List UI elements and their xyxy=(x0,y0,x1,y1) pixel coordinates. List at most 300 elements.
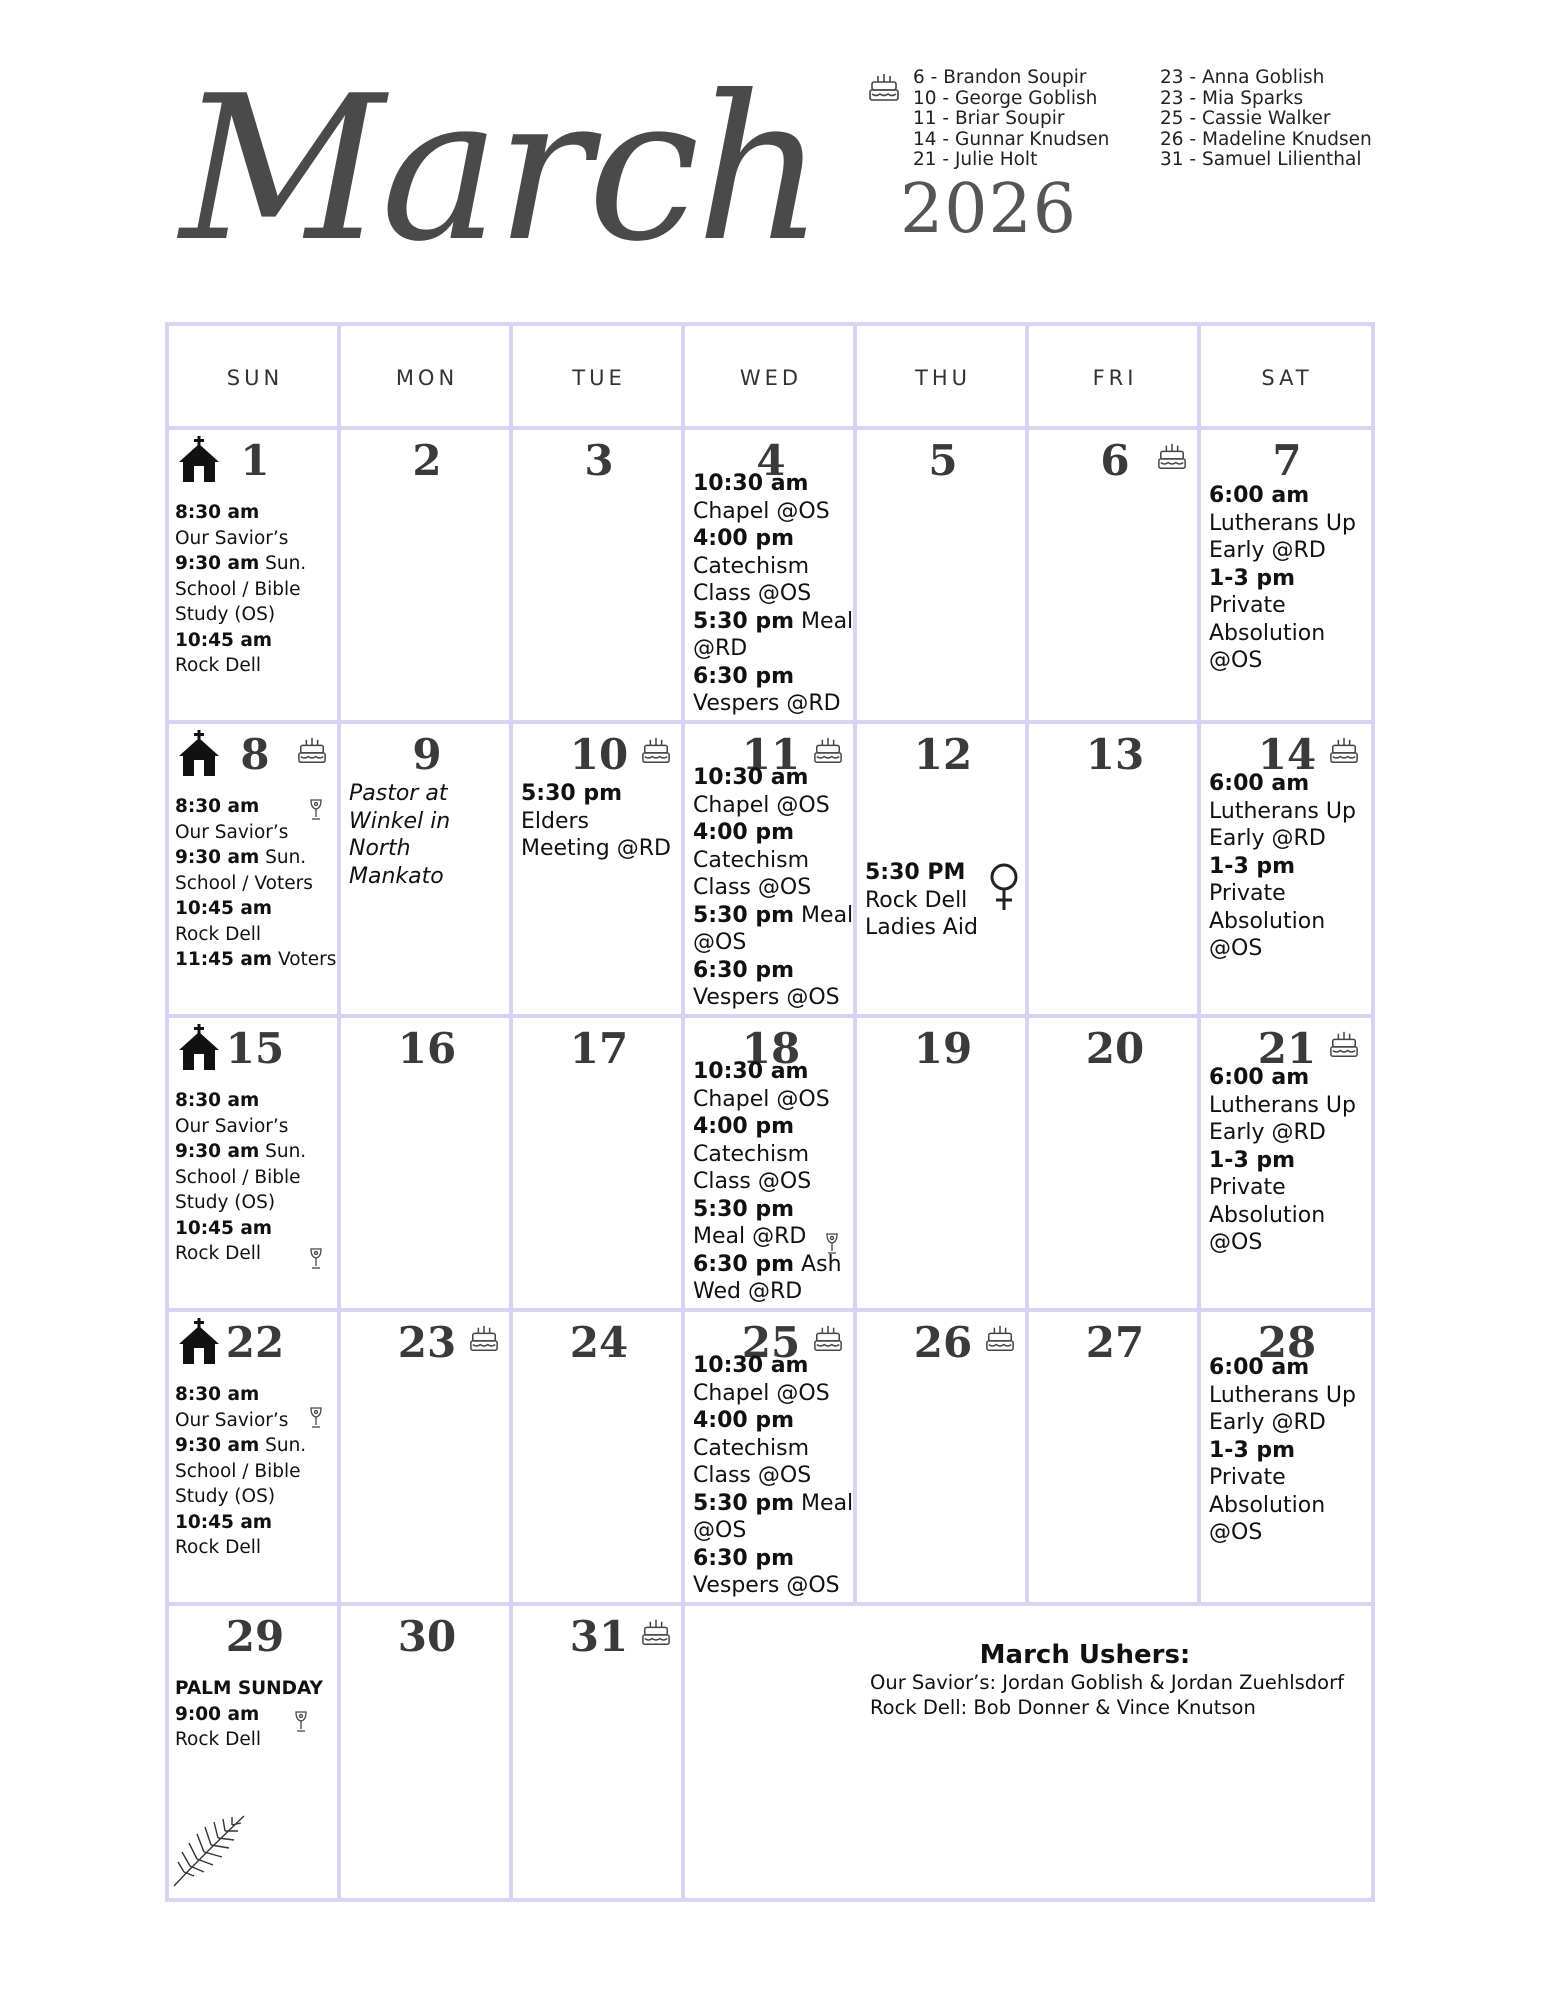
event-line xyxy=(175,1241,337,1267)
event-text: Elders xyxy=(521,808,590,834)
event-line xyxy=(1209,510,1369,538)
event-line xyxy=(175,1382,337,1408)
day-cell-6 xyxy=(1029,430,1201,722)
event-line xyxy=(693,525,853,553)
ushers-section xyxy=(700,1640,1370,1720)
event-text: School / Bible xyxy=(175,1460,301,1482)
event-line xyxy=(693,929,853,957)
event-text: Our Savior’s xyxy=(175,527,289,549)
event-text: Rock Dell xyxy=(865,887,968,913)
birthday-entry: 26 - Madeline Knudsen xyxy=(1160,128,1372,150)
event-line xyxy=(693,1223,853,1251)
day-cell-1 xyxy=(169,430,341,722)
event-text: Study (OS) xyxy=(175,604,276,625)
event-text: Study (OS) xyxy=(175,1192,276,1213)
event-time: 5:30 pm xyxy=(693,1196,795,1222)
palm-leaf-icon xyxy=(170,1810,250,1890)
event-text: Absolution xyxy=(1209,908,1326,934)
event-text: Early @RD xyxy=(1209,1120,1326,1145)
event-time: 10:45 am xyxy=(175,898,273,919)
event-text: Our Savior’s xyxy=(175,821,289,843)
birthday-cake-icon xyxy=(641,734,671,770)
event-text: Class @OS xyxy=(693,1169,812,1194)
event-text: Catechism xyxy=(693,1435,810,1461)
event-time: 6:30 pm xyxy=(693,1251,795,1277)
event-text: @OS xyxy=(1209,648,1263,673)
day-number: 21 xyxy=(1257,1024,1317,1073)
event-line xyxy=(693,553,853,581)
event-time: 9:30 am xyxy=(175,847,260,868)
event-text: Vespers @OS xyxy=(693,1573,840,1598)
event-time: 4:00 pm xyxy=(693,1408,795,1433)
event-line xyxy=(175,1139,337,1165)
event-line xyxy=(693,1278,853,1306)
event-line xyxy=(175,1727,337,1753)
event-time: 4:00 pm xyxy=(693,1114,795,1139)
event-text: Class @OS xyxy=(693,581,812,606)
event-line xyxy=(175,1433,337,1459)
event-line xyxy=(175,1510,337,1536)
church-icon xyxy=(177,1318,221,1368)
event-time: 11:45 am xyxy=(175,949,273,970)
event-text: School / Bible xyxy=(175,578,301,600)
event-line xyxy=(1209,1382,1369,1410)
church-icon xyxy=(177,1024,221,1074)
event-line xyxy=(1209,1519,1369,1547)
event-time: 9:30 am xyxy=(175,553,260,574)
day-number: 30 xyxy=(397,1612,457,1661)
event-line xyxy=(1209,620,1369,648)
event-line xyxy=(693,470,853,498)
event-line xyxy=(1209,798,1369,826)
event-text: School / Voters xyxy=(175,872,313,894)
event-text: Sun. xyxy=(259,553,307,574)
event-line xyxy=(693,608,853,636)
event-text: Meal @RD xyxy=(693,1224,807,1249)
day-number: 27 xyxy=(1085,1318,1145,1367)
event-line xyxy=(693,902,853,930)
event-line xyxy=(1209,1437,1369,1465)
event-line xyxy=(693,1113,853,1141)
day-events xyxy=(175,1088,337,1267)
event-time: 4:00 pm xyxy=(693,820,795,845)
dow-sun: SUN xyxy=(226,366,284,390)
event-text: @RD xyxy=(693,636,748,661)
event-line xyxy=(693,1490,853,1518)
day-cell-3 xyxy=(513,430,685,722)
event-text: Our Savior’s xyxy=(175,1115,289,1137)
ushers-our-savior: Our Savior’s: Jordan Goblish & Jordan Zuehlsdorf xyxy=(870,1671,1344,1694)
event-line xyxy=(1209,1064,1369,1092)
event-text: Early @RD xyxy=(1209,538,1326,563)
event-text: Our Savior’s xyxy=(175,1409,289,1431)
event-time: 6:30 pm xyxy=(693,957,795,983)
event-time: 9:30 am xyxy=(175,1141,260,1162)
event-line xyxy=(175,820,337,846)
event-line xyxy=(175,1088,337,1114)
day-events xyxy=(521,780,681,863)
event-time: 8:30 am xyxy=(175,1384,260,1405)
event-text: @OS xyxy=(1209,936,1263,961)
event-line xyxy=(693,1572,853,1600)
day-number: 25 xyxy=(741,1318,801,1367)
event-line xyxy=(693,1196,853,1224)
birthday-cake-icon xyxy=(985,1322,1015,1358)
event-text: Mankato xyxy=(349,863,444,889)
event-line xyxy=(175,1190,337,1216)
event-line xyxy=(693,1407,853,1435)
event-text: Study (OS) xyxy=(175,1486,276,1507)
birthday-cake-icon xyxy=(1157,440,1187,476)
day-number: 10 xyxy=(569,730,629,779)
event-text: Rock Dell xyxy=(175,655,262,676)
event-line xyxy=(693,1380,853,1408)
event-line xyxy=(521,780,681,808)
event-line xyxy=(1209,1092,1369,1120)
event-line xyxy=(175,653,337,679)
day-number: 4 xyxy=(756,436,786,485)
day-cell-7 xyxy=(1201,430,1373,722)
day-cell-9 xyxy=(341,724,513,1016)
event-time: 10:45 am xyxy=(175,1217,273,1239)
event-line xyxy=(693,580,853,608)
event-text: Chapel @OS xyxy=(693,1380,830,1406)
day-number: 2 xyxy=(412,436,442,485)
event-time: 9:00 am xyxy=(175,1703,260,1725)
day-cell-15 xyxy=(169,1018,341,1310)
event-line xyxy=(1209,1174,1369,1202)
birthday-entry: 14 - Gunnar Knudsen xyxy=(913,128,1110,150)
event-text: Meal xyxy=(794,1490,854,1516)
female-symbol-icon xyxy=(987,862,1021,916)
event-text: Lutherans Up xyxy=(1209,510,1356,536)
event-text: Rock Dell xyxy=(175,923,262,945)
event-time: 10:30 am xyxy=(693,765,809,790)
event-line xyxy=(175,871,337,897)
event-line xyxy=(1209,592,1369,620)
day-cell-5 xyxy=(857,430,1029,722)
dow-tue: TUE xyxy=(572,366,626,390)
event-text: @OS xyxy=(1209,1520,1263,1545)
birthday-cake-icon xyxy=(641,1616,671,1652)
day-events xyxy=(175,500,337,679)
event-text: School / Bible xyxy=(175,1166,301,1188)
dow-mon: MON xyxy=(395,366,459,390)
event-line xyxy=(693,957,853,985)
day-number: 7 xyxy=(1272,436,1302,485)
birthday-cake-icon xyxy=(297,734,327,770)
day-number: 16 xyxy=(397,1024,457,1073)
day-number: 5 xyxy=(928,436,958,485)
event-line xyxy=(1209,880,1369,908)
day-cell-30 xyxy=(341,1606,513,1898)
event-line xyxy=(1209,935,1369,963)
event-text: Lutherans Up xyxy=(1209,1382,1356,1408)
event-text: Sun. xyxy=(259,1141,307,1162)
event-time: 1-3 pm xyxy=(1209,565,1296,591)
event-text: Rock Dell xyxy=(175,1537,262,1558)
event-line xyxy=(693,1462,853,1490)
event-time: PALM SUNDAY xyxy=(175,1678,323,1699)
birthday-entry: 23 - Anna Goblish xyxy=(1160,67,1325,88)
event-text: Early @RD xyxy=(1209,826,1326,851)
day-number: 19 xyxy=(913,1024,973,1073)
event-text: @OS xyxy=(693,1518,747,1543)
birthday-cake-icon xyxy=(868,70,900,104)
day-events xyxy=(693,1352,853,1600)
event-line xyxy=(1209,537,1369,565)
birthday-entry: 31 - Samuel Lilienthal xyxy=(1160,149,1362,170)
day-number: 12 xyxy=(913,730,973,779)
event-line xyxy=(1209,1409,1369,1437)
event-text: Private xyxy=(1209,881,1286,906)
event-time: 5:30 PM xyxy=(865,860,966,885)
day-number: 18 xyxy=(741,1024,801,1073)
day-cell-26 xyxy=(857,1312,1029,1604)
event-time: 1-3 pm xyxy=(1209,1437,1296,1463)
day-events xyxy=(1209,1354,1369,1547)
event-text: Rock Dell xyxy=(175,1729,262,1750)
event-time: 6:00 am xyxy=(1209,771,1310,796)
event-time: 6:00 am xyxy=(1209,1065,1310,1090)
event-time: 5:30 pm xyxy=(521,781,623,806)
event-line xyxy=(175,1535,337,1561)
event-line xyxy=(175,845,337,871)
day-number: 11 xyxy=(741,730,801,779)
day-number: 9 xyxy=(412,730,442,779)
day-cell-2 xyxy=(341,430,513,722)
event-time: 6:30 pm xyxy=(693,663,795,689)
event-line xyxy=(693,1435,853,1463)
event-line xyxy=(175,526,337,552)
event-line xyxy=(693,984,853,1012)
event-line xyxy=(1209,565,1369,593)
year-title: 2026 xyxy=(900,170,1078,249)
event-text: Absolution xyxy=(1209,620,1326,646)
day-cell-18 xyxy=(685,1018,857,1310)
event-text: Chapel @OS xyxy=(693,498,830,524)
day-cell-8 xyxy=(169,724,341,1016)
event-line xyxy=(175,1114,337,1140)
event-line xyxy=(1209,1464,1369,1492)
event-text: @OS xyxy=(1209,1230,1263,1255)
event-text: Meal xyxy=(794,902,854,928)
event-text: Winkel in xyxy=(349,808,451,834)
event-text: Private xyxy=(1209,1175,1286,1200)
day-events xyxy=(175,794,337,973)
event-line xyxy=(175,947,337,973)
event-line xyxy=(693,1517,853,1545)
birthday-list-right xyxy=(1160,68,1372,171)
event-time: 8:30 am xyxy=(175,502,260,523)
event-line xyxy=(521,808,681,836)
event-line xyxy=(693,1352,853,1380)
dow-fri: FRI xyxy=(1092,366,1138,390)
day-cell-19 xyxy=(857,1018,1029,1310)
event-line xyxy=(1209,853,1369,881)
event-text: Ash xyxy=(794,1251,842,1277)
day-cell-21 xyxy=(1201,1018,1373,1310)
event-line xyxy=(175,1216,337,1242)
ushers-rock-dell: Rock Dell: Bob Donner & Vince Knutson xyxy=(870,1696,1256,1719)
month-title: March xyxy=(180,53,821,286)
day-cell-23 xyxy=(341,1312,513,1604)
event-line xyxy=(175,628,337,654)
event-line xyxy=(1209,908,1369,936)
event-line xyxy=(1209,770,1369,798)
dow-wed: WED xyxy=(739,366,803,390)
event-text: Pastor at xyxy=(349,781,448,806)
event-line xyxy=(1209,1119,1369,1147)
event-text: Absolution xyxy=(1209,1202,1326,1228)
day-number: 1 xyxy=(240,436,270,485)
event-time: 10:45 am xyxy=(175,629,273,651)
event-line xyxy=(693,498,853,526)
event-text: Class @OS xyxy=(693,875,812,900)
event-text: @OS xyxy=(693,930,747,955)
day-cell-24 xyxy=(513,1312,685,1604)
event-time: 10:45 am xyxy=(175,1511,273,1533)
day-number: 29 xyxy=(225,1612,285,1661)
event-text: North xyxy=(349,836,411,861)
event-time: 10:30 am xyxy=(693,471,809,496)
event-time: 6:00 am xyxy=(1209,1355,1310,1380)
event-text: Rock Dell xyxy=(175,1243,262,1264)
day-events xyxy=(175,1676,337,1753)
event-line xyxy=(693,1168,853,1196)
day-number: 6 xyxy=(1100,436,1130,485)
event-line xyxy=(1209,1147,1369,1175)
event-text: Private xyxy=(1209,593,1286,618)
event-text: Lutherans Up xyxy=(1209,1092,1356,1118)
day-number: 22 xyxy=(225,1318,285,1367)
event-line xyxy=(693,663,853,691)
day-number: 31 xyxy=(569,1612,629,1661)
day-cell-20 xyxy=(1029,1018,1201,1310)
event-time: 5:30 pm xyxy=(693,608,795,634)
event-line xyxy=(175,896,337,922)
event-text: Class @OS xyxy=(693,1463,812,1488)
day-cell-25 xyxy=(685,1312,857,1604)
event-line xyxy=(175,1165,337,1191)
day-number: 26 xyxy=(913,1318,973,1367)
day-events xyxy=(693,470,853,718)
day-number: 17 xyxy=(569,1024,629,1073)
birthday-entry: 23 - Mia Sparks xyxy=(1160,87,1304,109)
event-time: 4:00 pm xyxy=(693,526,795,551)
church-icon xyxy=(177,730,221,780)
event-line xyxy=(693,874,853,902)
event-line xyxy=(175,551,337,577)
event-text: Meeting @RD xyxy=(521,836,671,861)
event-line xyxy=(693,1058,853,1086)
day-events xyxy=(693,1058,853,1306)
day-cell-11 xyxy=(685,724,857,1016)
event-text: Catechism xyxy=(693,553,810,579)
event-line xyxy=(693,819,853,847)
dow-sat: SAT xyxy=(1261,366,1313,390)
event-line xyxy=(693,792,853,820)
day-number: 3 xyxy=(584,436,614,485)
day-cell-13 xyxy=(1029,724,1201,1016)
event-line xyxy=(175,922,337,948)
event-line xyxy=(693,1141,853,1169)
event-text: Catechism xyxy=(693,847,810,873)
day-number: 24 xyxy=(569,1318,629,1367)
day-number: 23 xyxy=(397,1318,457,1367)
event-time: 10:30 am xyxy=(693,1353,809,1378)
day-cell-28 xyxy=(1201,1312,1373,1604)
event-text: Sun. xyxy=(259,847,307,868)
event-time: 1-3 pm xyxy=(1209,1147,1296,1173)
event-text: Ladies Aid xyxy=(865,915,978,940)
event-time: 5:30 pm xyxy=(693,902,795,928)
birthday-cake-icon xyxy=(1329,1028,1359,1064)
event-line xyxy=(693,847,853,875)
event-text: Catechism xyxy=(693,1141,810,1167)
event-time: 10:30 am xyxy=(693,1059,809,1084)
event-time: 6:30 pm xyxy=(693,1545,795,1571)
event-line xyxy=(175,1676,337,1702)
event-line xyxy=(1209,825,1369,853)
dow-thu: THU xyxy=(915,366,971,390)
event-line xyxy=(693,1086,853,1114)
birthday-entry: 6 - Brandon Soupir xyxy=(913,67,1087,88)
birthday-entry: 25 - Cassie Walker xyxy=(1160,108,1331,129)
event-line xyxy=(175,500,337,526)
day-number: 13 xyxy=(1085,730,1145,779)
event-text: Absolution xyxy=(1209,1492,1326,1518)
event-line xyxy=(521,835,681,863)
event-text: Vespers @OS xyxy=(693,985,840,1010)
event-text: Early @RD xyxy=(1209,1410,1326,1435)
event-line xyxy=(175,794,337,820)
event-line xyxy=(1209,1354,1369,1382)
day-number: 20 xyxy=(1085,1024,1145,1073)
day-cell-4 xyxy=(685,430,857,722)
day-cell-14 xyxy=(1201,724,1373,1016)
event-line xyxy=(693,635,853,663)
day-cell-31 xyxy=(513,1606,685,1898)
event-text: Chapel @OS xyxy=(693,792,830,818)
day-events xyxy=(1209,482,1369,675)
event-line xyxy=(865,914,1025,942)
day-cell-10 xyxy=(513,724,685,1016)
event-time: 9:30 am xyxy=(175,1435,260,1456)
event-time: 1-3 pm xyxy=(1209,853,1296,879)
event-text: Private xyxy=(1209,1465,1286,1490)
day-cell-22 xyxy=(169,1312,341,1604)
birthday-list-left xyxy=(913,68,1109,171)
day-cell-16 xyxy=(341,1018,513,1310)
event-time: 8:30 am xyxy=(175,796,260,817)
event-line xyxy=(175,1459,337,1485)
event-text: Lutherans Up xyxy=(1209,798,1356,824)
event-text: Vespers @RD xyxy=(693,691,841,716)
day-number: 14 xyxy=(1257,730,1317,779)
day-cell-12 xyxy=(857,724,1029,1016)
birthday-cake-icon xyxy=(469,1322,499,1358)
day-cell-17 xyxy=(513,1018,685,1310)
day-events xyxy=(1209,1064,1369,1257)
day-events xyxy=(1209,770,1369,963)
event-line xyxy=(1209,482,1369,510)
day-events xyxy=(693,764,853,1012)
event-line xyxy=(693,1251,853,1279)
event-line xyxy=(1209,1492,1369,1520)
birthday-entry: 11 - Briar Soupir xyxy=(913,108,1065,129)
event-line xyxy=(1209,1202,1369,1230)
